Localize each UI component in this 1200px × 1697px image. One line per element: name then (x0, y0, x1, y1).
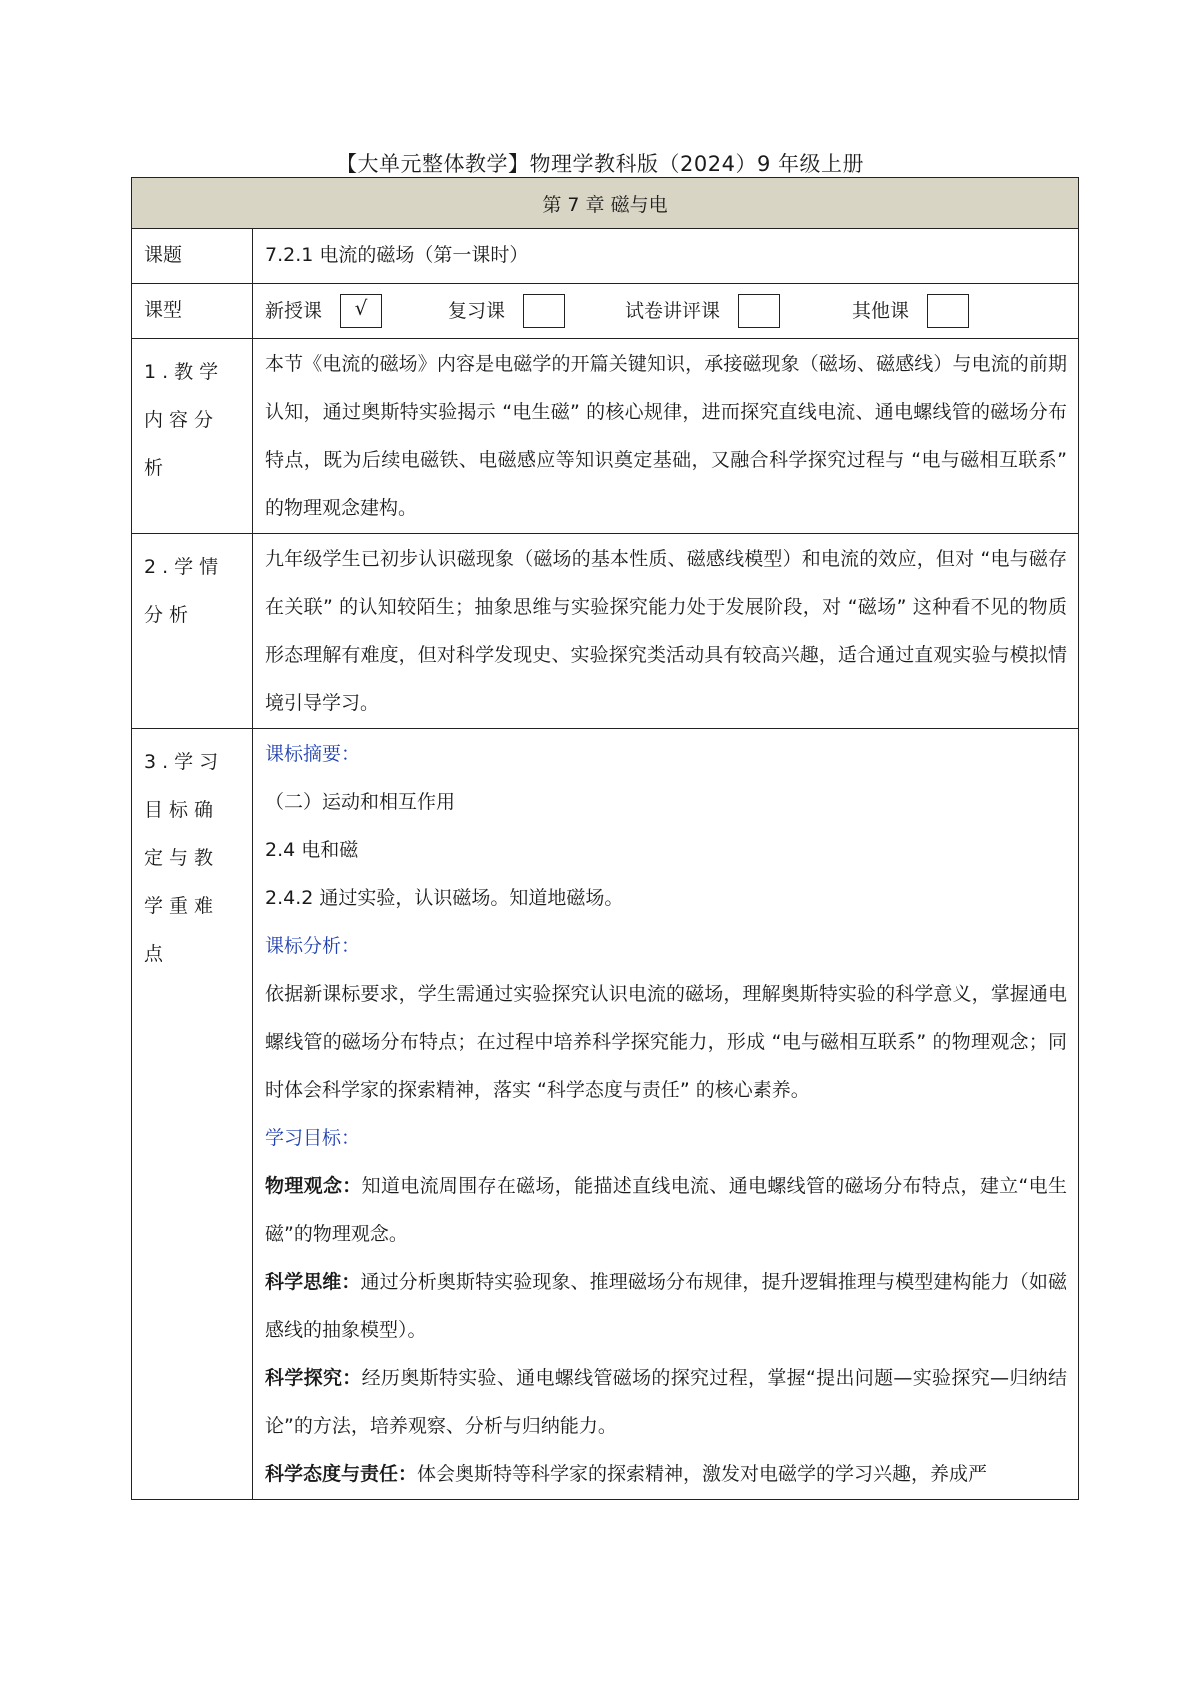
goal-term: 物理观念： (265, 1175, 362, 1197)
type-option-label: 其他课 (852, 300, 910, 322)
standard-line: （二）运动和相互作用 (265, 791, 456, 813)
lesson-plan-table (131, 177, 1079, 1500)
learning-goals-heading: 学习目标： (265, 1127, 361, 1149)
type-option-new (265, 287, 382, 335)
goal-term: 科学思维： (265, 1271, 361, 1293)
type-option-label: 试卷讲评课 (625, 300, 721, 322)
goal-text: 知道电流周围存在磁场，能描述直线电流、通电螺线管的磁场分布特点，建立“电生磁”的物理观念。 (265, 1175, 1067, 1245)
learning-goal (265, 1354, 1067, 1450)
goal-term: 科学态度与责任： (265, 1463, 418, 1485)
type-option-review (448, 287, 565, 335)
student-analysis-row (132, 534, 1079, 729)
document-title: 【大单元整体教学】物理学教科版（2024）9 年级上册 (336, 152, 864, 176)
chapter-heading: 第 7 章 磁与电 (132, 178, 1079, 229)
type-option-exam-review (625, 287, 780, 335)
student-analysis-text: 九年级学生已初步认识磁现象（磁场的基本性质、磁感线模型）和电流的效应，但对 “电与磁存在关联” 的认知较陌生；抽象思维与实验探究能力处于发展阶段，对 “磁场” 这种看不见的物质形态理解有难度，但对科学发现史、实验探究类活动具有较高兴趣，适合通过直观实验与模拟情境引导学习。 (265, 548, 1067, 714)
content-analysis-label: 1.教学内容分析 (144, 361, 225, 479)
content-analysis-row (132, 339, 1079, 534)
lesson-title-value: 7.2.1 电流的磁场（第一课时） (265, 244, 529, 266)
standard-analysis-heading: 课标分析： (265, 935, 361, 957)
type-checkbox-new[interactable]: √ (340, 294, 382, 328)
objectives-row (132, 729, 1079, 1500)
learning-goal (265, 1162, 1067, 1258)
lesson-type-label: 课型 (144, 299, 183, 321)
lesson-title-label: 课题 (144, 244, 183, 266)
content-analysis-text: 本节《电流的磁场》内容是电磁学的开篇关键知识，承接磁现象（磁场、磁感线）与电流的前期认知，通过奥斯特实验揭示 “电生磁” 的核心规律，进而探究直线电流、通电螺线管的磁场分布特点，既为后续电磁铁、电磁感应等知识奠定基础，又融合科学探究过程与 “电与磁相互联系” 的物理观念建构。 (265, 353, 1067, 519)
chapter-row (132, 178, 1079, 229)
type-option-label: 新授课 (265, 300, 323, 322)
goal-text: 经历奥斯特实验、通电螺线管磁场的探究过程，掌握“提出问题—实验探究—归纳结论”的方法，培养观察、分析与归纳能力。 (265, 1367, 1067, 1437)
standard-analysis-text: 依据新课标要求，学生需通过实验探究认识电流的磁场，理解奥斯特实验的科学意义，掌握通电螺线管的磁场分布特点；在过程中培养科学探究能力，形成 “电与磁相互联系” 的物理观念；同时体会科学家的探索精神，落实 “科学态度与责任” 的核心素养。 (265, 983, 1067, 1101)
type-checkbox-other[interactable] (927, 294, 969, 328)
objectives-label: 3.学习目标确定与教学重难点 (144, 751, 225, 965)
type-option-label: 复习课 (448, 300, 506, 322)
goal-text: 通过分析奥斯特实验现象、推理磁场分布规律，提升逻辑推理与模型建构能力（如磁感线的抽象模型）。 (265, 1271, 1067, 1341)
student-analysis-label: 2.学情分析 (144, 556, 225, 626)
type-option-other (852, 287, 969, 335)
standard-summary-heading: 课标摘要： (265, 743, 361, 765)
lesson-type-row (132, 284, 1079, 339)
goal-term: 科学探究： (265, 1367, 362, 1389)
type-checkbox-review[interactable] (523, 294, 565, 328)
learning-goal (265, 1450, 1067, 1498)
standard-line: 2.4.2 通过实验，认识磁场。知道地磁场。 (265, 887, 624, 909)
goal-text: 体会奥斯特等科学家的探索精神，激发对电磁学的学习兴趣，养成严 (417, 1463, 988, 1485)
type-checkbox-exam-review[interactable] (738, 294, 780, 328)
standard-line: 2.4 电和磁 (265, 839, 359, 861)
learning-goal (265, 1258, 1067, 1354)
lesson-title-row (132, 229, 1079, 284)
